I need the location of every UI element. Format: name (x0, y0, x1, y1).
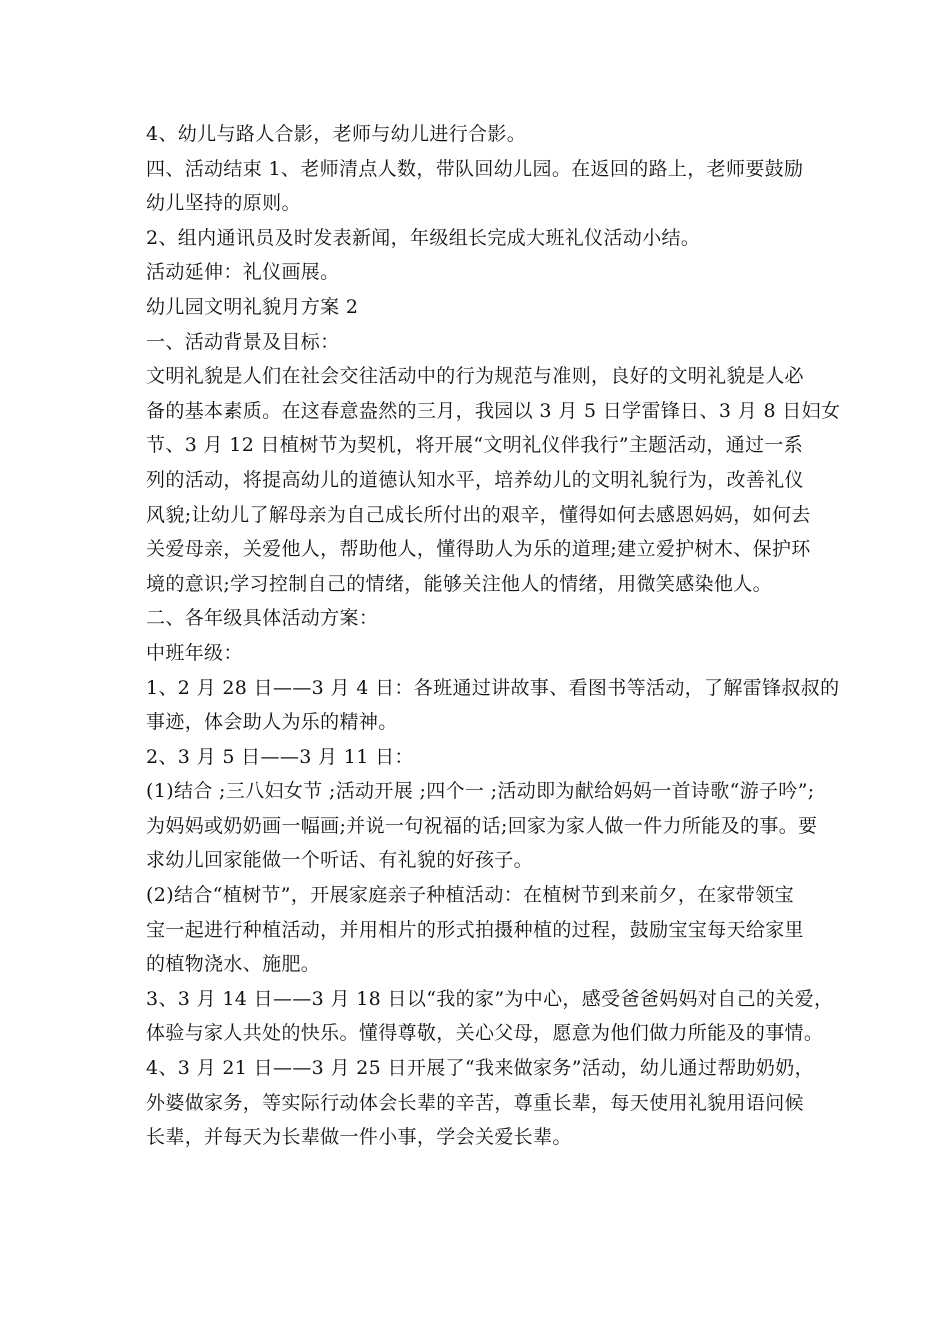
text-line: 外婆做家务，等实际行动体会长辈的辛苦，尊重长辈，每天使用礼貌用语问候 (146, 1091, 804, 1114)
heading-line: 一、活动背景及目标： (146, 330, 340, 353)
text-line: 为妈妈或奶奶画一幅画;并说一句祝福的话;回家为家人做一件力所能及的事。要 (146, 814, 818, 837)
text-line: 四、活动结束 1、老师清点人数，带队回幼儿园。在返回的路上，老师要鼓励 (146, 157, 804, 180)
text-line: 活动延伸：礼仪画展。 (146, 261, 340, 284)
text-line: (1)结合 ;三八妇女节 ;活动开展 ;四个一 ;活动即为献给妈妈一首诗歌“游子吟”; (146, 780, 815, 803)
text-line: 风貌;让幼儿了解母亲为自己成长所付出的艰辛，懂得如何去感恩妈妈，如何去 (146, 503, 811, 526)
text-line: 体验与家人共处的快乐。懂得尊敬，关心父母，愿意为他们做力所能及的事情。 (146, 1022, 824, 1045)
text-line: 宝一起进行种植活动，并用相片的形式拍摄种植的过程，鼓励宝宝每天给家里 (146, 918, 804, 941)
text-line: 的植物浇水、施肥。 (146, 953, 321, 976)
text-line: 列的活动，将提高幼儿的道德认知水平，培养幼儿的文明礼貌行为，改善礼仪 (146, 468, 804, 491)
text-line: 1、2 月 28 日——3 月 4 日：各班通过讲故事、看图书等活动，了解雷锋叔叔的 (146, 676, 840, 699)
text-line: 事迹，体会助人为乐的精神。 (146, 711, 398, 734)
text-line: 关爱母亲，关爱他人，帮助他人，懂得助人为乐的道理;建立爱护树木、保护环 (146, 538, 811, 561)
text-line: 文明礼貌是人们在社会交往活动中的行为规范与准则，良好的文明礼貌是人必 (146, 365, 804, 388)
text-line: 4、3 月 21 日——3 月 25 日开展了“我来做家务”活动，幼儿通过帮助奶奶， (146, 1057, 814, 1080)
text-line: 幼儿坚持的原则。 (146, 192, 301, 215)
heading-line: 二、各年级具体活动方案： (146, 607, 379, 630)
text-line: (2)结合“植树节”，开展家庭亲子种植活动：在植树节到来前夕，在家带领宝 (146, 884, 794, 907)
text-line: 4、幼儿与路人合影，老师与幼儿进行合影。 (146, 123, 527, 145)
text-line: 长辈，并每天为长辈做一件小事，学会关爱长辈。 (146, 1126, 572, 1149)
text-line: 2、3 月 5 日——3 月 11 日： (146, 745, 414, 768)
document-body (146, 117, 841, 1155)
text-line: 3、3 月 14 日——3 月 18 日以“我的家”为中心，感受爸爸妈妈对自己的关爱， (146, 987, 834, 1010)
section-title: 幼儿园文明礼貌月方案 2 (146, 295, 359, 318)
text-line: 节、3 月 12 日植树节为契机，将开展“文明礼仪伴我行”主题活动，通过一系 (146, 434, 804, 457)
text-line: 2、组内通讯员及时发表新闻，年级组长完成大班礼仪活动小结。 (146, 226, 701, 249)
text-line: 境的意识;学习控制自己的情绪，能够关注他人的情绪，用微笑感染他人。 (146, 572, 772, 595)
text-line: 求幼儿回家能做一个听话、有礼貌的好孩子。 (146, 849, 534, 872)
text-line: 备的基本素质。在这春意盎然的三月，我园以 3 月 5 日学雷锋日、3 月 8 日妇女 (146, 399, 841, 422)
heading-line: 中班年级： (146, 641, 243, 664)
